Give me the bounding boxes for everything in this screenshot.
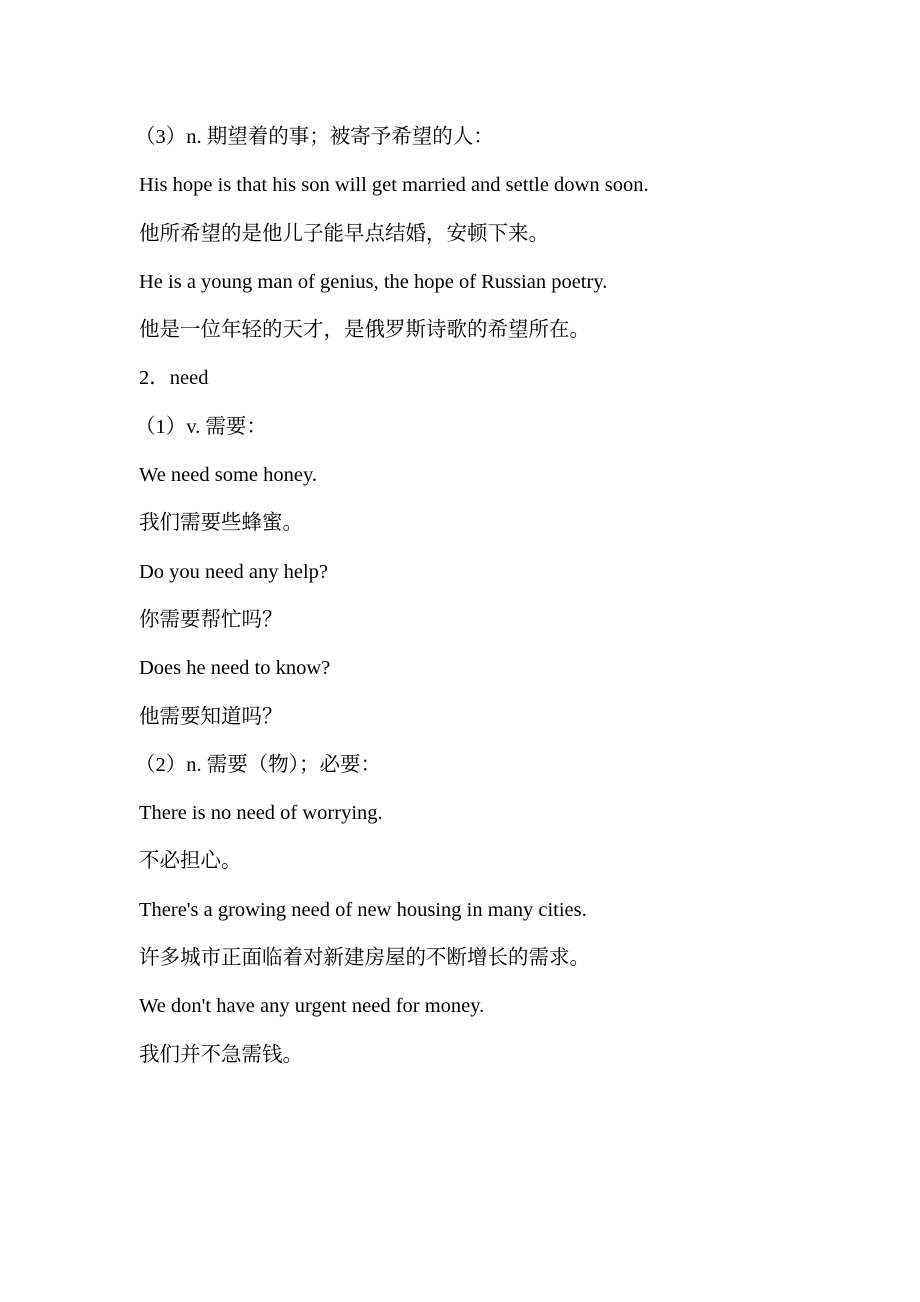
example-sentence-en: There's a growing need of new housing in many cities. [139,898,587,921]
example-translation-zh: 他所希望的是他儿子能早点结婚，安顿下来。 [139,222,549,245]
example-sentence-en: He is a young man of genius, the hope of Russian poetry. [139,270,608,293]
example-sentence-en: His hope is that his son will get married and settle down soon. [139,174,649,197]
example-translation-zh: 他需要知道吗？ [139,705,283,728]
example-sentence-en: Do you need any help? [139,560,328,583]
sense-heading-need-n2: （2）n. 需要（物）；必要： [135,753,381,776]
example-sentence-en: We don't have any urgent need for money. [139,995,485,1018]
example-sentence-en: There is no need of worrying. [139,802,383,825]
sense-heading-hope-n3: （3）n. 期望着的事；被寄予希望的人： [135,126,494,148]
example-translation-zh: 他是一位年轻的天才，是俄罗斯诗歌的希望所在。 [139,319,590,342]
example-translation-zh: 许多城市正面临着对新建房屋的不断增长的需求。 [139,947,590,970]
example-sentence-en: Does he need to know? [139,657,331,680]
example-sentence-en: We need some honey. [139,464,318,487]
example-translation-zh: 你需要帮忙吗？ [139,608,283,631]
example-translation-zh: 我们并不急需钱。 [139,1043,303,1066]
entry-heading-need: 2．need [139,367,209,390]
example-translation-zh: 我们需要些蜂蜜。 [139,512,303,535]
document-body [135,120,839,1086]
sense-heading-need-v1: （1）v. 需要： [135,415,267,438]
example-translation-zh: 不必担心。 [139,850,242,873]
